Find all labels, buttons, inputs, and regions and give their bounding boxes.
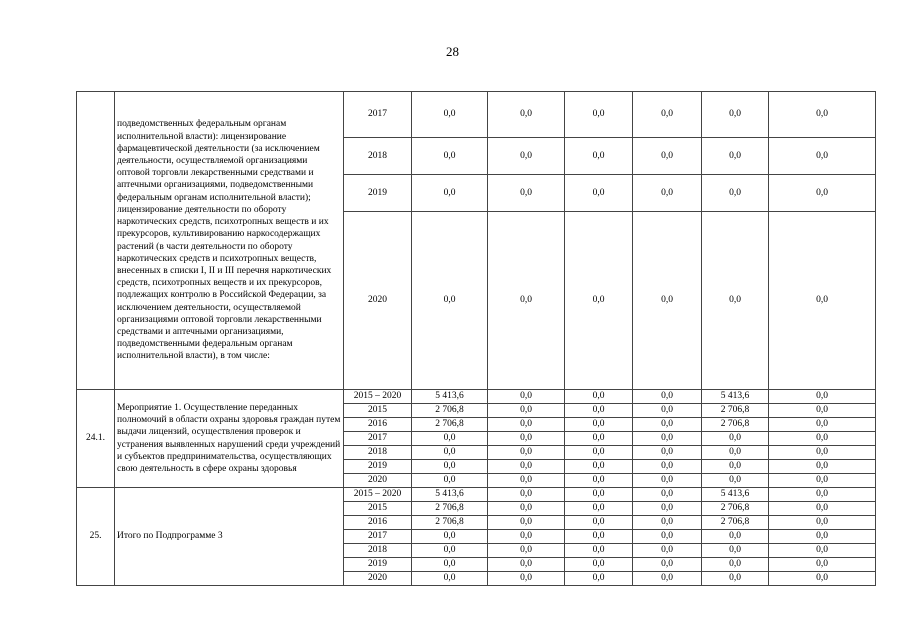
value-cell: 0,0: [412, 544, 488, 558]
value-cell: 0,0: [702, 92, 769, 138]
value-cell: 0,0: [565, 544, 633, 558]
year-cell: 2020: [344, 474, 412, 488]
value-cell: 0,0: [488, 446, 565, 460]
value-cell: 0,0: [412, 558, 488, 572]
value-cell: 0,0: [633, 572, 702, 586]
value-cell: 0,0: [633, 418, 702, 432]
value-cell: 0,0: [633, 175, 702, 212]
value-cell: 5 413,6: [412, 488, 488, 502]
value-cell: 0,0: [633, 558, 702, 572]
value-cell: 0,0: [412, 460, 488, 474]
value-cell: 0,0: [702, 460, 769, 474]
page-number: 28: [446, 44, 459, 59]
value-cell: 0,0: [633, 212, 702, 390]
value-cell: 2 706,8: [412, 502, 488, 516]
row-description: подведомственных федеральным органам исполнительной власти): лицензирование фармацевтической деятельности (за исключением деятельности, осуществляемой организациями оптовой торговли лекарственными средствами и аптечными организациями, подведомственными федеральным органам исполнительной власти); лицензирование деятельности по обороту наркотических средств, психотропных веществ и их прекурсоров, культивированию наркосодержащих растений (в части деятельности по обороту наркотических средств и психотропных веществ, внесенных в списки I, II и III перечня наркотических средств, психотропных веществ и их прекурсоров, подлежащих контролю в Российской Федерации, за исключением деятельности, осуществляемой организациями оптовой торговли лекарственными средствами и аптечными организациями, подведомственными федеральным органам исполнительной власти), в том числе:: [115, 92, 344, 390]
value-cell: 0,0: [488, 460, 565, 474]
year-cell: 2016: [344, 516, 412, 530]
value-cell: 0,0: [633, 460, 702, 474]
value-cell: 0,0: [488, 544, 565, 558]
value-cell: 0,0: [488, 138, 565, 175]
value-cell: 2 706,8: [412, 404, 488, 418]
value-cell: 0,0: [769, 516, 876, 530]
value-cell: 0,0: [633, 502, 702, 516]
year-cell: 2015: [344, 502, 412, 516]
value-cell: 0,0: [769, 502, 876, 516]
year-cell: 2018: [344, 138, 412, 175]
year-cell: 2016: [344, 418, 412, 432]
value-cell: 0,0: [412, 474, 488, 488]
table-row: [77, 390, 876, 404]
value-cell: 0,0: [488, 175, 565, 212]
value-cell: 0,0: [488, 558, 565, 572]
value-cell: 0,0: [702, 544, 769, 558]
value-cell: 2 706,8: [702, 418, 769, 432]
row-description: Итого по Подпрограмме 3: [115, 488, 344, 586]
value-cell: 0,0: [488, 212, 565, 390]
value-cell: 0,0: [633, 530, 702, 544]
value-cell: 0,0: [412, 530, 488, 544]
value-cell: 0,0: [769, 92, 876, 138]
year-cell: 2015 – 2020: [344, 488, 412, 502]
value-cell: 0,0: [769, 572, 876, 586]
value-cell: 0,0: [565, 92, 633, 138]
value-cell: 0,0: [565, 516, 633, 530]
value-cell: 0,0: [488, 418, 565, 432]
value-cell: 0,0: [769, 474, 876, 488]
value-cell: 0,0: [769, 418, 876, 432]
value-cell: 0,0: [488, 404, 565, 418]
value-cell: 0,0: [769, 558, 876, 572]
value-cell: 0,0: [633, 474, 702, 488]
value-cell: 0,0: [565, 488, 633, 502]
year-cell: 2020: [344, 212, 412, 390]
row-description: Мероприятие 1. Осуществление переданных полномочий в области охраны здоровья граждан путем выдачи лицензий, осуществления проверок и устранения выявленных нарушений среди учреждений и субъектов предпринимательства, осуществляющих свою деятельность в сфере охраны здоровья: [115, 390, 344, 488]
value-cell: 2 706,8: [412, 418, 488, 432]
value-cell: 0,0: [412, 92, 488, 138]
value-cell: 0,0: [633, 516, 702, 530]
value-cell: 0,0: [565, 558, 633, 572]
row-number: 24.1.: [77, 390, 115, 488]
value-cell: 0,0: [633, 432, 702, 446]
value-cell: 0,0: [769, 488, 876, 502]
value-cell: 0,0: [565, 474, 633, 488]
value-cell: 0,0: [565, 175, 633, 212]
value-cell: 0,0: [565, 502, 633, 516]
row-number: 25.: [77, 488, 115, 586]
value-cell: 0,0: [633, 92, 702, 138]
value-cell: 0,0: [412, 175, 488, 212]
budget-table: [76, 91, 876, 586]
value-cell: 0,0: [769, 544, 876, 558]
value-cell: 0,0: [702, 138, 769, 175]
value-cell: 0,0: [412, 446, 488, 460]
value-cell: 0,0: [769, 390, 876, 404]
value-cell: 0,0: [769, 432, 876, 446]
value-cell: 0,0: [488, 432, 565, 446]
value-cell: 0,0: [633, 446, 702, 460]
value-cell: 2 706,8: [702, 502, 769, 516]
value-cell: 0,0: [633, 404, 702, 418]
value-cell: 0,0: [702, 446, 769, 460]
value-cell: 0,0: [488, 488, 565, 502]
value-cell: 0,0: [633, 138, 702, 175]
value-cell: 5 413,6: [702, 390, 769, 404]
value-cell: 0,0: [702, 212, 769, 390]
year-cell: 2017: [344, 92, 412, 138]
value-cell: 0,0: [769, 530, 876, 544]
value-cell: 0,0: [565, 530, 633, 544]
value-cell: 0,0: [412, 212, 488, 390]
value-cell: 0,0: [769, 175, 876, 212]
value-cell: 0,0: [633, 544, 702, 558]
value-cell: 0,0: [565, 404, 633, 418]
value-cell: 0,0: [565, 418, 633, 432]
value-cell: 0,0: [412, 572, 488, 586]
year-cell: 2018: [344, 446, 412, 460]
value-cell: 5 413,6: [702, 488, 769, 502]
value-cell: 2 706,8: [702, 404, 769, 418]
year-cell: 2017: [344, 432, 412, 446]
value-cell: 0,0: [412, 138, 488, 175]
value-cell: 0,0: [633, 390, 702, 404]
value-cell: 0,0: [633, 488, 702, 502]
value-cell: 0,0: [769, 460, 876, 474]
value-cell: 0,0: [565, 138, 633, 175]
value-cell: 0,0: [769, 446, 876, 460]
table-row: [77, 92, 876, 138]
value-cell: 0,0: [702, 572, 769, 586]
value-cell: 0,0: [488, 92, 565, 138]
year-cell: 2019: [344, 558, 412, 572]
value-cell: 0,0: [565, 572, 633, 586]
value-cell: 5 413,6: [412, 390, 488, 404]
value-cell: 0,0: [565, 390, 633, 404]
value-cell: 0,0: [769, 212, 876, 390]
value-cell: 0,0: [488, 572, 565, 586]
year-cell: 2015 – 2020: [344, 390, 412, 404]
value-cell: 0,0: [702, 474, 769, 488]
year-cell: 2015: [344, 404, 412, 418]
value-cell: 0,0: [702, 432, 769, 446]
value-cell: 0,0: [565, 432, 633, 446]
value-cell: 0,0: [565, 212, 633, 390]
value-cell: 0,0: [488, 502, 565, 516]
value-cell: 0,0: [769, 404, 876, 418]
value-cell: 2 706,8: [702, 516, 769, 530]
value-cell: 0,0: [702, 558, 769, 572]
value-cell: 2 706,8: [412, 516, 488, 530]
table-row: [77, 488, 876, 502]
value-cell: 0,0: [488, 474, 565, 488]
value-cell: 0,0: [488, 516, 565, 530]
value-cell: 0,0: [769, 138, 876, 175]
value-cell: 0,0: [488, 390, 565, 404]
value-cell: 0,0: [702, 175, 769, 212]
year-cell: 2020: [344, 572, 412, 586]
year-cell: 2017: [344, 530, 412, 544]
value-cell: 0,0: [702, 530, 769, 544]
year-cell: 2019: [344, 460, 412, 474]
value-cell: 0,0: [565, 460, 633, 474]
value-cell: 0,0: [488, 530, 565, 544]
row-number-cell: [77, 92, 115, 390]
value-cell: 0,0: [412, 432, 488, 446]
year-cell: 2019: [344, 175, 412, 212]
year-cell: 2018: [344, 544, 412, 558]
value-cell: 0,0: [565, 446, 633, 460]
